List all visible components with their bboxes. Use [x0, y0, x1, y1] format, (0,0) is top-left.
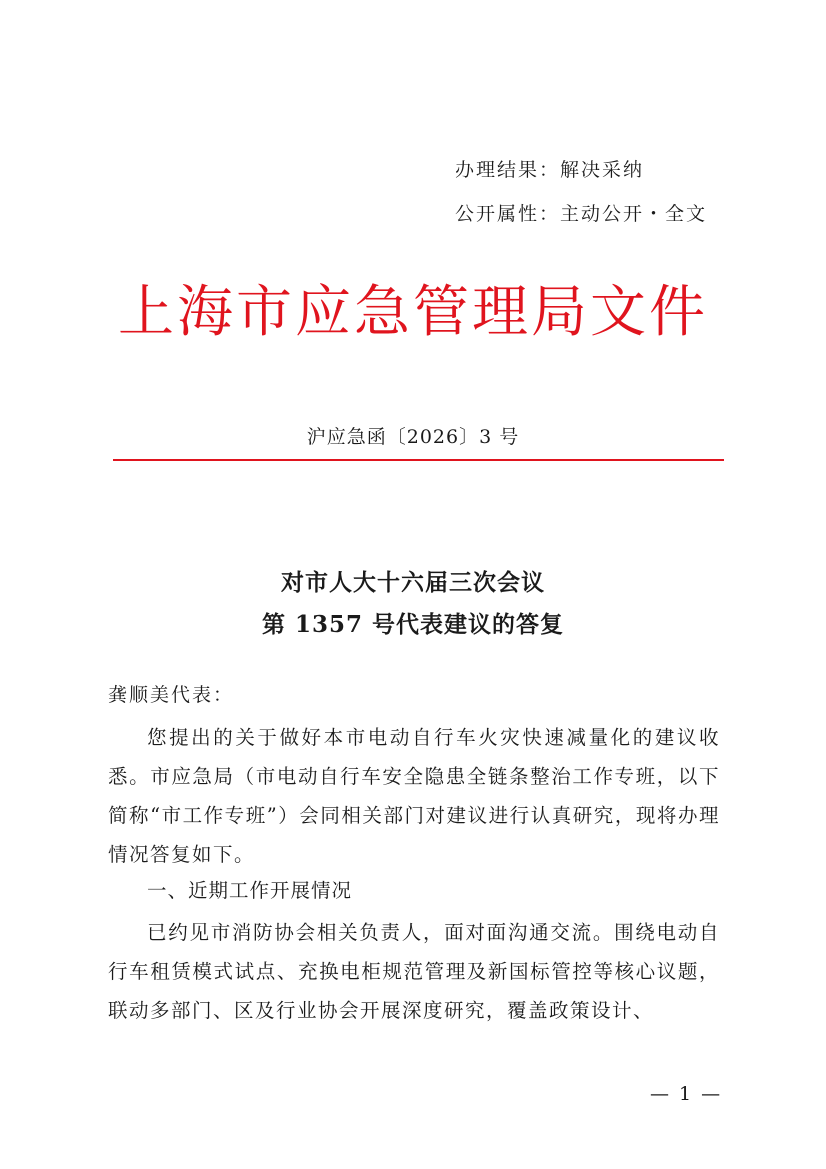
disclosure-attribute: 公开属性：主动公开・全文 — [455, 203, 708, 225]
page-number: — 1 — — [650, 1083, 723, 1105]
body-paragraph-2: 已约见市消防协会相关负责人，面对面沟通交流。围绕电动自行车租赁模式试点、充换电柜规范管理及新国标管控等核心议题，联动多部门、区及行业协会开展深度研究，覆盖政策设计、 — [108, 921, 720, 1022]
salutation: 龚顺美代表： — [108, 684, 235, 706]
document-header-title: 上海市应急管理局文件 — [118, 280, 708, 345]
red-divider-line — [113, 459, 724, 461]
reply-title-line-1: 对市人大十六届三次会议 — [281, 569, 545, 596]
reply-title-line-2: 第 1357 号代表建议的答复 — [261, 611, 565, 638]
handling-result: 办理结果：解决采纳 — [455, 159, 645, 181]
document-number: 沪应急函〔2026〕3 号 — [306, 426, 520, 448]
section-heading-1: 一、近期工作开展情况 — [147, 879, 353, 902]
body-paragraph-1: 您提出的关于做好本市电动自行车火灾快速减量化的建议收悉。市应急局（市电动自行车安全隐患全链条整治工作专班，以下简称“市工作专班”）会同相关部门对建议进行认真研究，现将办理情况答复如下。 — [108, 726, 720, 866]
